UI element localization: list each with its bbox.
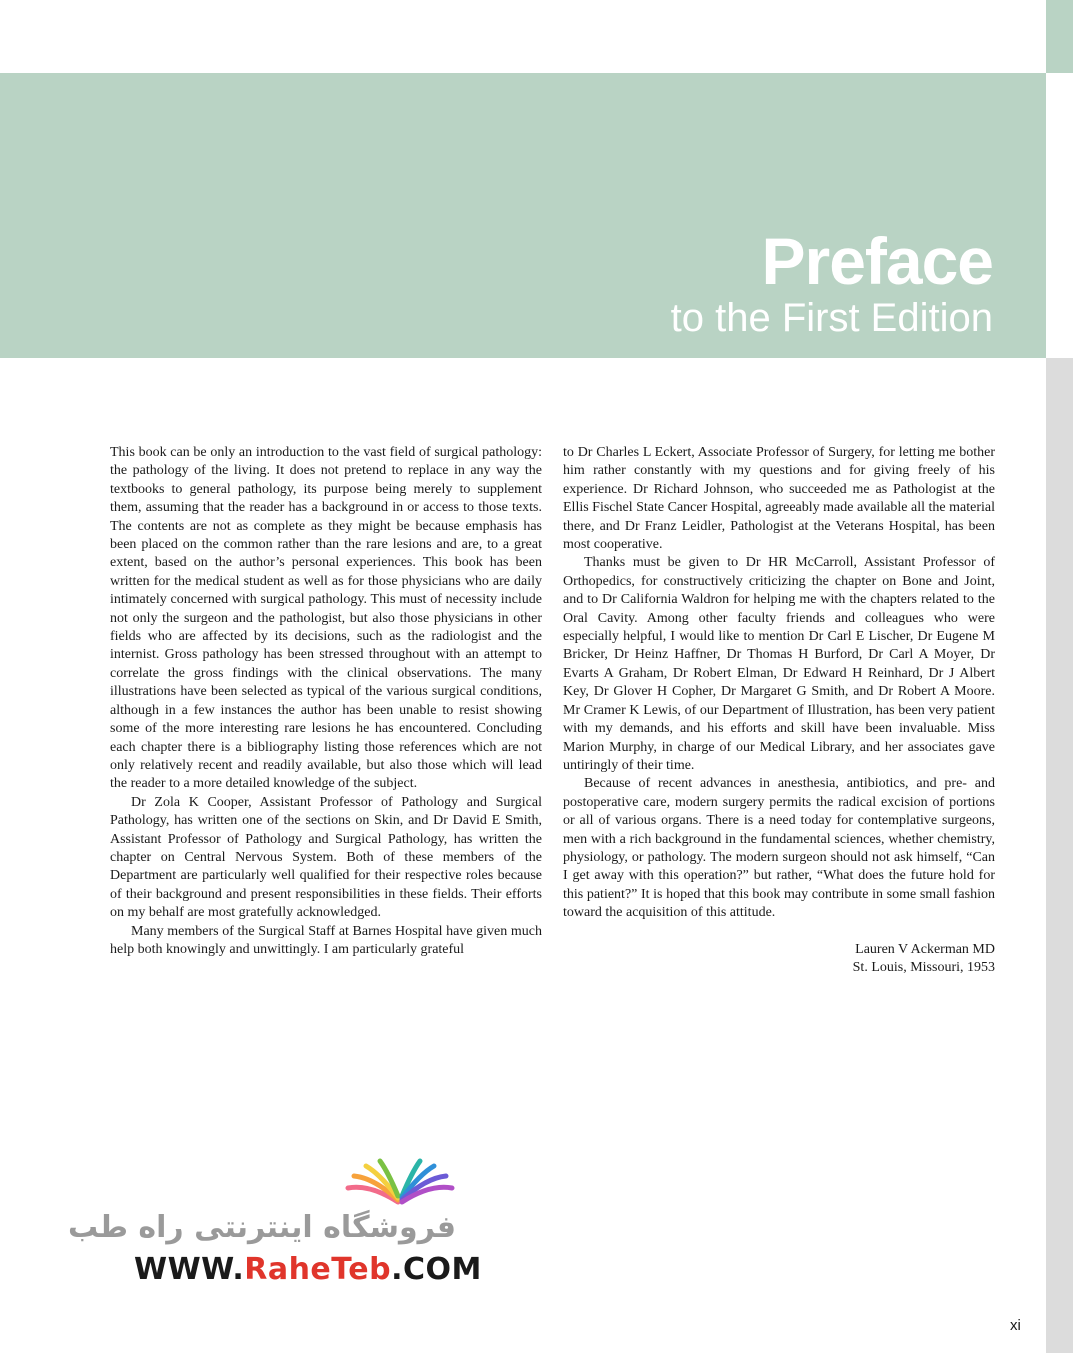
page-title: Preface [761, 224, 993, 298]
paragraph: This book can be only an introduction to the vast field of surgical pathology: the pathology of the living. It does not pretend to replace in any way the textbooks to general pathology, its purpose being merely to supplement them, assuming that the reader has a background in or access to those texts. The contents are not as complete as they might be because emphasis has been placed on the common rather than the rare lesions and are, to a great extent, based on the author’s personal experiences. This book has been written for the medical student as well as for those physicians who are daily intimately concerned with surgical pathology. This must of necessity include not only the surgeon and the pathologist, but also those physicians in other fields who are affected by its decisions, such as the radiologist and the internist. Gross pathology has been stressed throughout with an attempt to correlate the gross findings with the clinical observations. The many illustrations have been selected as typical of the various surgical conditions, although in a few instances the author has been unable to resist showing some of the more interesting rare lesions he has encountered. Concluding each chapter there is a bibliography listing those references which are not only relatively recent and readily available, but also those which will lead the reader to a more detailed knowledge of the subject. [110, 445, 542, 792]
paragraph: to Dr Charles L Eckert, Associate Professor of Surgery, for letting me bother him rather constantly with my questions and for giving freely of his experience. Dr Richard Johnson, who succeeded me as Pathologist at the Ellis Fischel State Cancer Hospital, agreeably made available all the material there, and Dr Franz Leidler, Pathologist at the Veterans Hospital, has been most cooperative. [563, 445, 995, 553]
watermark-url [134, 1252, 482, 1287]
paragraph: Many members of the Surgical Staff at Barnes Hospital have given much help both knowingly and unwittingly. I am particularly grateful [110, 923, 542, 957]
page-subtitle: to the First Edition [670, 296, 993, 340]
paragraph: Thanks must be given to Dr HR McCarroll, Assistant Professor of Orthopedics, for constructively criticizing the chapter on Bone and Joint, and to Dr California Waldron for helping me with the chapters related to the Oral Cavity. Among other faculty friends and colleagues who were especially helpful, I would like to mention Dr Carl E Lischer, Dr Eugene M Bricker, Dr Heinz Haffner, Dr Thomas H Burford, Dr Carl A Moyer, Dr Evarts A Graham, Dr Robert Elman, Dr Edward H Reinhard, Dr J Albert Key, Dr Glover H Copher, Dr Margaret G Smith, and Dr Robert A Moore. Mr Cramer K Lewis, of our Department of Illustration, has been very patient with my demands, and his efforts and skill have been invaluable. Miss Marion Murphy, in charge of our Medical Library, and her associates gave untiringly of their time. [563, 555, 995, 773]
side-tab-marker [1046, 0, 1073, 73]
watermark-url-prefix: WWW. [134, 1252, 245, 1287]
watermark-url-suffix: .COM [391, 1252, 482, 1287]
watermark-url-brand: RaheTeb [244, 1252, 392, 1287]
signature-place-date: St. Louis, Missouri, 1953 [852, 959, 995, 975]
text-column-right [563, 444, 995, 977]
text-column-left [110, 444, 542, 959]
paragraph: Dr Zola K Cooper, Assistant Professor of Pathology and Surgical Pathology, has written one of the sections on Skin, and Dr David E Smith, Assistant Professor of Pathology and Surgical Pathology, has written the chapter on Central Nervous System. Both of these members of the Department are particularly well qualified for their respective roles because of their background and present responsibilities in these fields. Their efforts on my behalf are most gratefully acknowledged. [110, 794, 542, 921]
watermark-persian-text: فروشگاه اینترنتی راه طب [67, 1210, 456, 1245]
book-logo-icon [340, 1158, 460, 1210]
paragraph: Because of recent advances in anesthesia, antibiotics, and pre- and postoperative care, modern surgery permits the radical excision of portions or all of various organs. There is a need today for contemplative surgeons, men with a rich background in the fundamental sciences, whether chemistry, physiology, or pathology. The modern surgeon should not ask himself, “Can I get away with this operation?” but rather, “What does the future hold for this patient?” It is hoped that this book may contribute in some small fashion toward the acquisition of this attitude. [563, 776, 995, 921]
side-page-strip [1046, 358, 1073, 1353]
signature-block [563, 941, 995, 978]
page-number: xi [1010, 1317, 1021, 1334]
signature-name: Lauren V Ackerman MD [855, 941, 995, 957]
